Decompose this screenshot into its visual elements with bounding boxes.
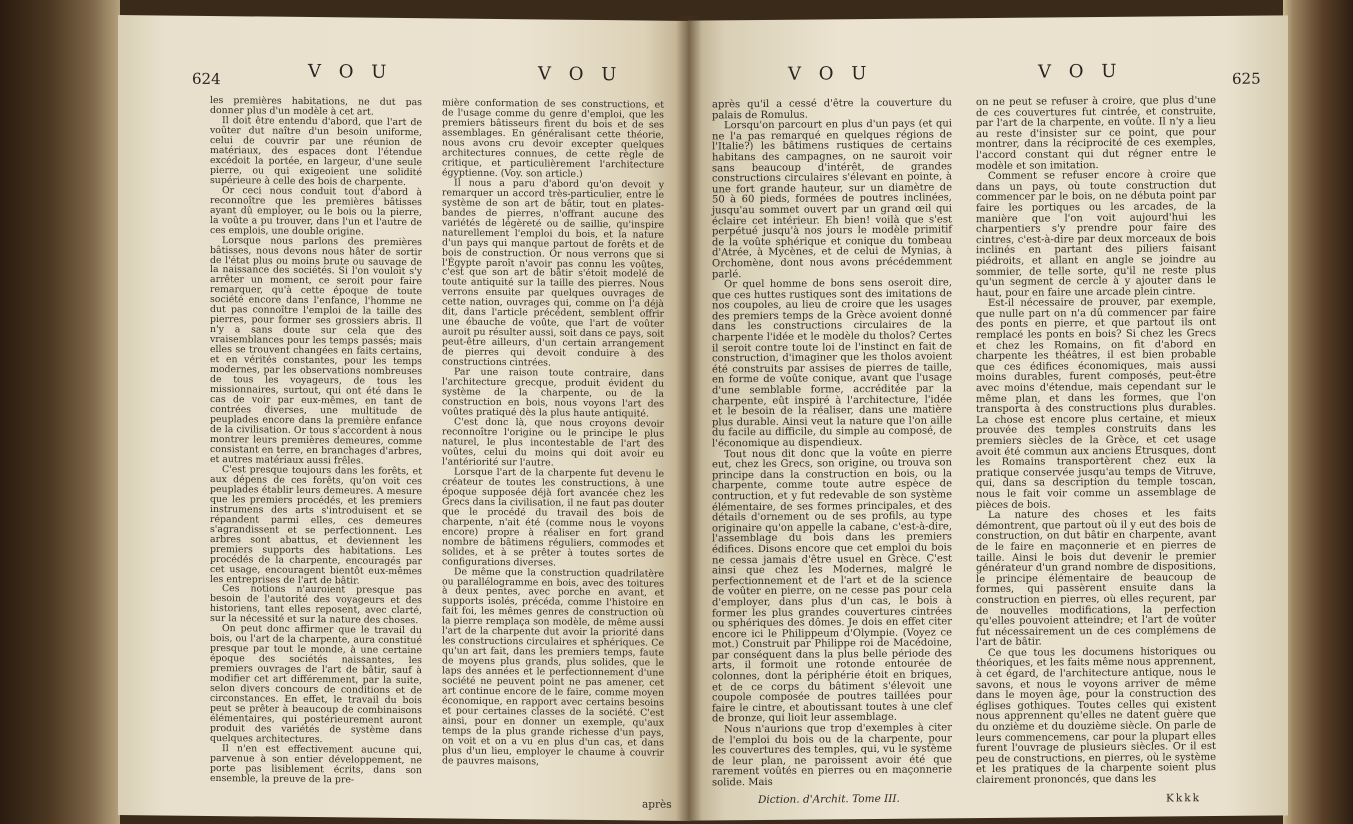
paragraph: Il nous a paru d'abord qu'on devoit y remarquer un accord très-particulier, entre le système de son art de bâtir, tout en plates-bandes de pierres, n'offrant aucune des variétés de légèreté ou de saillie, qu'inspire naturellement l'emploi du bois, et la nature d'un pays qui manque partout de forêts et de bois de construction. Or nous verrons que si l'Égypte paroît n'avoir pas connu les voûtes, c'est que son art de bâtir s'étoit modelé de toute antiquité sur la taille des pierres. Nous verrons ensuite par quelques ouvrages de cette nation, ouvrages qui, comme on l'a déjà dit, dans l'article précédent, semblent offrir une ébauche de voûte, que l'art de voûter auroit pu résulter aussi, soit dans ce pays, soit peut-être ailleurs, d'un certain arrangement de pierres qui devoit conduire à des constructions cintrées. <box>442 177 664 369</box>
paragraph: après qu'il a cessé d'être la couverture du palais de Romulus. <box>712 97 952 122</box>
page-number: 625 <box>1232 69 1261 88</box>
text-column-2 <box>976 96 1216 787</box>
text-column-1 <box>210 96 422 786</box>
paragraph: Par une raison toute contraire, dans l'architecture grecque, produit évident du système de la charpente, ou de la construction en bois, nous voyons l'art des voûtes pratiqué dès la plus haute antiquité. <box>442 366 664 420</box>
paragraph: Lorsqu'on parcourt en plus d'un pays (et qui ne l'a pas remarqué en quelques régions de l'Italie?) les bâtimens rustiques de certains habitans des campagnes, on ne sauroit voir sans beaucoup d'intérêt, de grandes constructions circulaires s'élevant en pointe, à une fort grande hauteur, sur un diamètre de 50 à 60 pieds, formées de poutres inclinées, jusqu'au sommet ouvert par un grand œil qui éclaire cet intérieur. Eh bien! voilà que s'est perpétué jusqu'à nos jours le modèle primitif de la voûte sphérique et conique du tombeau d'Atrée, à Mycènes, et de celui de Mynias, à Orchomène, dont nous avons précédemment parlé. <box>712 118 952 280</box>
paragraph: Or ceci nous conduit tout d'abord à reconnoître que les premières bâtisses ayant dû employer, ou le bois ou la pierre, la voûte a pu trouver, dans l'un et l'autre de ces emplois, une double origine. <box>210 184 422 238</box>
right-page <box>688 15 1288 820</box>
paragraph: C'est presque toujours dans les forêts, et aux dépens de ces forêts, qu'on voit ces peuplades établir leurs demeures. A mesure que les premiers procédés, et les premiers instrumens des arts s'introduisent et se répandent parmi elles, ces demeures s'agrandissent et se perfectionnent. Les arbres sont abattus, et deviennent les premiers supports des habitations. Les procédés de la charpente, encouragés par cet usage, encouragent bientôt eux-mêmes les entreprises de l'art de bâtir. <box>210 463 422 587</box>
paragraph: les premières habitations, ne dut pas donner plus d'un modèle à cet art. <box>210 94 422 118</box>
text-column-2 <box>442 98 664 768</box>
paragraph: Ce que tous les documens historiques ou théoriques, et les faits même nous apprennent, à cet égard, de l'architecture antique, nous le savons, et nous le voyons arriver de même dans le moyen âge, pour la construction des églises gothiques. Toutes celles qui existent nous apprennent qu'elles ne datent guère que du onzième et du douzième siècle. On parle de leurs commencemens, car pour la plupart elles furent l'ouvrage de plusieurs siècles. Or il est peu de constructions, en pierres, où le système et les pratiques de la charpente soient plus clairement prononcés, que dans les <box>976 645 1216 787</box>
running-header: V O U <box>538 63 623 86</box>
paragraph: Est-il nécessaire de prouver, par exemple, que nulle part on n'a dû commencer par faire des ponts en pierre, et que partout ils ont remplacé les ponts en bois? Si chez les Grecs et chez les Romains, on fit d'abord en charpente les théâtres, il est bien probable que ces édifices économiques, mais aussi moins durables, furent composés, peut-être avec moins d'étendue, mais cependant sur le même plan, et dans les formes, que l'on transporta à des constructions plus durables. La chose est encore plus certaine, et mieux prouvée des temples construits dans les premiers siècles de la Grèce, et cet usage avoit été commun aux anciens Etrusques, dont les Romains transportèrent chez eux la pratique conservée jusqu'au temps de Vitruve, qui, dans sa description du temple toscan, nous le fait voir comme un assemblage de pièces de bois. <box>976 296 1216 511</box>
text-column-1 <box>712 98 952 789</box>
page-number: 624 <box>192 69 221 89</box>
catchword: après <box>642 798 672 811</box>
paragraph: La nature des choses et les faits démontrent, que partout où il y eut des bois de construction, on dut bâtir en charpente, avant de le faire en maçonnerie et en pierres de taille. Ainsi le bois dut devenir le premier générateur d'un grand nombre de dispositions, le principe élémentaire de beaucoup de formes, qui passèrent ensuite dans la construction en pierres, où elles reçurent, par de nouvelles modifications, la perfection qu'elles pouvoient atteindre; et l'art de voûter fut nécessairement un de ces complémens de l'art de bâtir. <box>976 508 1216 649</box>
paragraph: Or quel homme de bons sens oseroit dire, que ces huttes rustiques sont des imitations de nos coupoles, au lieu de croire que les usages des premiers temps de la Grèce avoient donné dans les constructions circulaires de la charpente l'idée et le modèle du tholos? Certes il seroit contre toute loi de l'instinct en fait de construction, d'imaginer que les tholos avoient été construits par assises de pierres de taille, en forme de voûte conique, avant que l'usage d'une semblable forme, accréditée par la charpente, eût inspiré à l'architecture, l'idée et le besoin de la réaliser, dans une matière plus durable. Ainsi veut la nature que l'on aille du facile au difficile, du simple au composé, de l'économique au dispendieux. <box>712 277 952 450</box>
paragraph: Ces notions n'auroient presque pas besoin de l'autorité des voyageurs et des historiens, tant elles reposent, avec clarté, sur la nécessité et sur la nature des choses. <box>210 583 422 627</box>
paragraph: C'est donc là, que nous croyons devoir reconnoître l'origine ou le principe le plus naturel, le plus incontestable de l'art des voûtes, celui du moins qui doit avoir eu l'antériorité sur l'autre. <box>442 416 664 469</box>
paragraph: Lorsque nous parlons des premières bâtisses, nous devons nous hâter de sortir de l'état plus ou moins brute ou sauvage de la naissance des sociétés. Si l'on vouloit s'y arrêter un moment, ce seroit pour faire remarquer, qu'à cette époque de toute société encore dans l'enfance, l'homme ne dut pas connoître l'emploi de la taille des pierres, pour former ses grossiers abris. Il n'y a sans doute sur cela que des vraisemblances pour les temps passés; mais elles se trouvent changées en faits certains, et en vérités constantes, pour les temps modernes, par les observations nombreuses de tous les voyageurs, de tous les missionnaires, surtout, qui ont été dans le cas de voir par eux-mêmes, en tant de contrées diverses, une multitude de peuplades encore dans la première enfance de la civilisation. Or tous s'accordent à nous montrer leurs premières demeures, comme consistant en terre, en branchages d'arbres, et autres matériaux aussi frêles. <box>210 234 422 467</box>
book-gutter <box>676 16 702 822</box>
left-page <box>118 15 690 821</box>
paragraph: Il doit être entendu d'abord, que l'art de voûter dut naître d'un besoin uniforme, celui de couvrir par une réunion de matériaux, des espaces dont l'étendue excédoit la portée, en largeur, d'une seule pierre, ou qui exigeoient une solidité supérieure à celle des bois de charpente. <box>210 115 422 188</box>
paragraph: On peut donc affirmer que le travail du bois, ou l'art de la charpente, aura constitué presque par tout le monde, à une certaine époque des sociétés naissantes, les premiers ouvrages de l'art de bâtir, sauf à modifier cet art différemment, par la suite, selon divers concours de conditions et de circonstances. En effet, le travail du bois peut se prêter à beaucoup de combinaisons élémentaires, qui postérieurement auront produit des variétés de système dans quelques architectures. <box>210 623 422 746</box>
paragraph: Il n'en est effectivement aucune qui, parvenue à son entier développement, ne porte pas lisiblement écrits, dans son ensemble, la preuve de la pre- <box>210 743 422 786</box>
running-header: V O U <box>788 63 873 85</box>
book-cover-right <box>1283 0 1353 824</box>
running-header: V O U <box>308 60 393 83</box>
paragraph: Nous n'aurions que trop d'exemples à citer de l'emploi du bois ou de la charpente, pour les couvertures des temples, qui, vu le système de leur plan, ne paroissent avoir été que rarement voûtés en pierres ou en maçonnerie solide. Mais <box>712 722 952 789</box>
book-cover-left <box>0 0 120 824</box>
paragraph: De même que la construction quadrilatère ou parallélogramme en bois, avec des toitures à deux pentes, avec porche en avant, et supports isolés, précéda, comme l'histoire en fait foi, les mêmes genres de construction où la pierre remplaça son modèle, de même aussi l'art de la charpente dut avoir la priorité dans les constructions circulaires et sphériques. Ce qu'un art fait, dans les premiers temps, faute de moyens plus grands, plus solides, que le laps des années et le perfectionnement d'une société ne peuvent point ne pas amener, cet art continue encore de le faire, comme moyen économique, en rapport avec certains besoins et pour certaines classes de la société. C'est ainsi, pour en donner un exemple, qu'aux temps de la plus grande richesse d'un pays, on voit et on a vu en plus d'un cas, et dans plus d'un lieu, employer le chaume à couvrir de pauvres maisons, <box>442 566 664 768</box>
footer-title: Diction. d'Archit. Tome III. <box>758 792 900 807</box>
paragraph: Comment se refuser encore à croire que dans un pays, où toute construction dut commencer par le bois, on ne débuta point par faire les portiques ou les arcades, de la manière que l'on voit aujourd'hui les charpentiers s'y prendre pour faire des cintres, c'est-à-dire par deux morceaux de bois inclinés en partant des piliers faisant piédroits, et allant en angle se joindre au sommier, de telle sorte, qu'il ne reste plus qu'un segment de cercle à y ajouter dans le haut, pour en faire une arcade plein cintre. <box>976 169 1216 299</box>
paragraph: Lorsque l'art de la charpente fut devenu le créateur de toutes les constructions, à une époque supposée déjà fort avancée chez les Grecs dans la civilisation, il ne faut pas douter que le procédé du travail des bois de charpente, n'ait été (comme nous le voyons encore) propre à réaliser en fort grand nombre de bâtimens réguliers, commodes et solides, et à se prêter à toutes sortes de configurations diverses. <box>442 466 664 569</box>
running-header: V O U <box>1038 60 1123 83</box>
paragraph: Tout nous dit donc que la voûte en pierre eut, chez les Grecs, son origine, ou trouva son principe dans la construction en bois, ou la charpente, comme toute autre espèce de contruction, et y fut redevable de son système élémentaire, de ses formes principales, et des détails d'ornement ou de ses profils, au type originaire qu'on appelle la cabane, c'est-à-dire, l'assemblage du bois dans les premiers édifices. Disons encore que cet emploi du bois ne cessa jamais d'être usuel en Grèce. C'est ainsi que chez les Modernes, malgré le perfectionnement et de l'art et de la science de voûter en pierre, on ne cesse pas pour cela d'employer, dans plus d'un cas, le bois à former les plus grandes couvertures cintrées ou sphériques des dômes. Je dois en effet citer encore ici le Philippeum d'Olympie. (Voyez ce mot.) Construit par Philippe roi de Macédoine, par conséquent dans la plus belle période des arts, il formoit une rotonde entourée de colonnes, dont la périphérie étoit en briques, et de ce corps du bâtiment s'élevoit une coupole composée de poutres taillées pour faire le cintre, et aboutissant toutes à une clef de bronze, qui lioit leur assemblage. <box>712 446 952 725</box>
paragraph: on ne peut se refuser à croire, que plus d'une de ces couvertures fut cintrée, et construite, par l'art de la charpente, en voûte. Il n'y a lieu au reste d'insister sur ce point, que pour montrer, dans la réciprocité de ces exemples, l'accord constant qui dut régner entre le modèle et son imitation. <box>976 95 1216 172</box>
paragraph: mière conformation de ses constructions, et de l'usage comme du genre d'emploi, que les premiers bâtisseurs firent du bois et de ses assemblages. En généralisant cette théorie, nous avons cru devoir excepter quelques architectures connues, de cette règle de critique, et particulièrement l'architecture égyptienne. (Voy. son article.) <box>442 97 664 180</box>
signature-mark: Kkkk <box>1166 792 1201 805</box>
